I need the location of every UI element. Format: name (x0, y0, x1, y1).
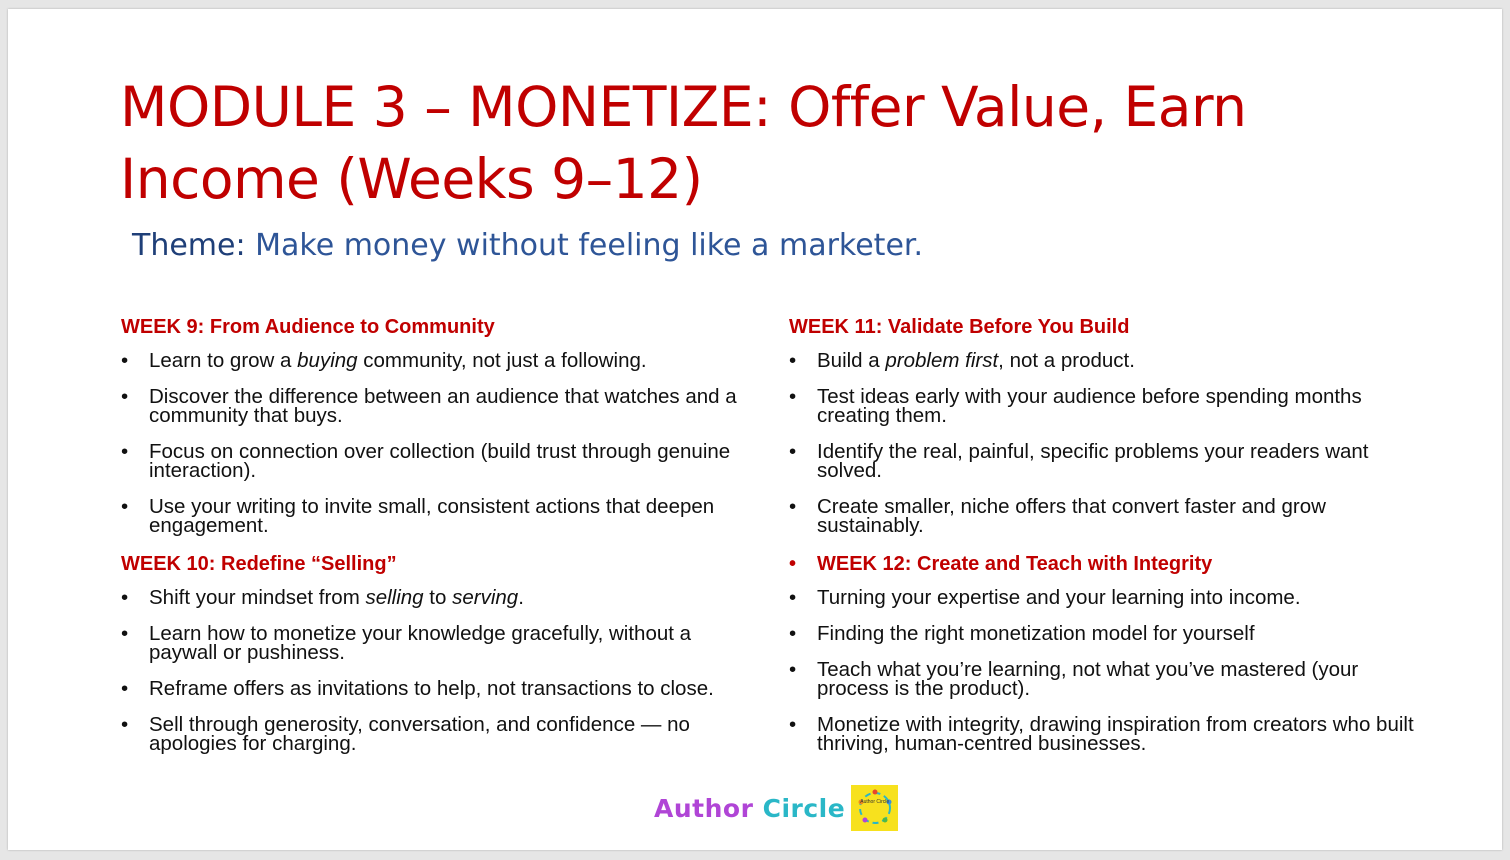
bullet-icon: • (789, 553, 797, 575)
theme-label: Theme: (132, 228, 246, 263)
bullet-item (789, 624, 1429, 643)
logo-icon-text: Author Circle (860, 799, 890, 805)
week10-heading: WEEK 10: Redefine “Selling” (121, 553, 397, 575)
emphasis-text: serving (452, 586, 519, 609)
week11-list (789, 351, 1429, 535)
bullet-text: Reframe offers as invitations to help, not transactions to close. (149, 677, 714, 700)
left-column (121, 315, 761, 770)
bullet-text: Focus on connection over collection (build trust through genuine interaction). (149, 440, 731, 482)
text-segment: Shift your mindset from (149, 586, 366, 609)
bullet-text: Learn how to monetize your knowledge gracefully, without a paywall or pushiness. (149, 622, 692, 664)
week12-heading-text: WEEK 12: Create and Teach with Integrity (817, 553, 1213, 575)
bullet-item (789, 351, 1429, 370)
text-segment: . (518, 586, 524, 609)
bullet-item (121, 624, 761, 662)
emphasis-text: selling (365, 586, 424, 609)
bullet-icon: • (121, 495, 129, 518)
week11-heading: WEEK 11: Validate Before You Build (789, 316, 1130, 338)
bullet-icon: • (789, 385, 797, 408)
text-segment: Build a (817, 349, 886, 372)
bullet-item (789, 660, 1429, 698)
bullet-item (121, 588, 761, 607)
bullet-icon: • (789, 658, 797, 681)
bullet-text: Use your writing to invite small, consistent actions that deepen engagement. (149, 495, 715, 537)
week12-heading (789, 552, 1429, 576)
bullet-icon: • (789, 495, 797, 518)
author-circle-logo (654, 785, 898, 831)
bullet-item (789, 497, 1429, 535)
text-segment: community, not just a following. (357, 349, 647, 372)
bullet-icon: • (789, 713, 797, 736)
text-segment: Learn to grow a (149, 349, 298, 372)
bullet-icon: • (121, 440, 129, 463)
emphasis-text: problem first (885, 349, 999, 372)
bullet-text: Discover the difference between an audience that watches and a community that buys. (149, 385, 737, 427)
bullet-icon: • (121, 385, 129, 408)
right-column (789, 315, 1429, 770)
bullet-text: Test ideas early with your audience before spending months creating them. (817, 385, 1362, 427)
bullet-item (789, 442, 1429, 480)
slide (8, 9, 1502, 850)
slide-title: MODULE 3 – MONETIZE: Offer Value, Earn Income (Weeks 9–12) (120, 75, 1247, 211)
bullet-text: Finding the right monetization model for yourself (817, 622, 1255, 645)
bullet-text (149, 588, 761, 607)
bullet-icon: • (121, 677, 129, 700)
bullet-text: Sell through generosity, conversation, and confidence — no apologies for charging. (149, 713, 690, 755)
bullet-icon: • (789, 622, 797, 645)
theme-line (132, 228, 923, 263)
bullet-item (121, 679, 761, 698)
bullet-item (789, 588, 1429, 607)
bullet-text: Turning your expertise and your learning into income. (817, 586, 1301, 609)
bullet-icon: • (789, 586, 797, 609)
bullet-text: Monetize with integrity, drawing inspiration from creators who built thriving, human-centred businesses. (817, 713, 1414, 755)
bullet-icon: • (121, 349, 129, 372)
bullet-icon: • (789, 440, 797, 463)
bullet-icon: • (121, 713, 129, 736)
bullet-item (121, 497, 761, 535)
bullet-item (121, 387, 761, 425)
bullet-item (789, 715, 1429, 753)
theme-text: Make money without feeling like a marketer. (245, 228, 924, 263)
week9-list (121, 351, 761, 535)
bullet-item (121, 351, 761, 370)
week10-list (121, 588, 761, 753)
bullet-text: Create smaller, niche offers that convert faster and grow sustainably. (817, 495, 1326, 537)
circle-of-people-icon (855, 788, 895, 828)
week12-list (789, 588, 1429, 753)
bullet-item (121, 442, 761, 480)
bullet-text: Identify the real, painful, specific problems your readers want solved. (817, 440, 1369, 482)
bullet-icon: • (121, 622, 129, 645)
bullet-icon: • (789, 349, 797, 372)
author-circle-logo-icon (851, 785, 898, 831)
bullet-text (817, 351, 1429, 370)
week9-heading: WEEK 9: From Audience to Community (121, 316, 495, 338)
text-segment: , not a product. (998, 349, 1135, 372)
emphasis-text: buying (297, 349, 358, 372)
text-segment: to (423, 586, 453, 609)
bullet-item (789, 387, 1429, 425)
bullet-text: Teach what you’re learning, not what you’ve mastered (your process is the product). (817, 658, 1359, 700)
logo-text (654, 794, 845, 823)
bullet-item (121, 715, 761, 753)
bullet-icon: • (121, 586, 129, 609)
bullet-text (149, 351, 761, 370)
logo-word-author: Author (654, 793, 754, 823)
logo-word-circle: Circle (753, 793, 846, 823)
